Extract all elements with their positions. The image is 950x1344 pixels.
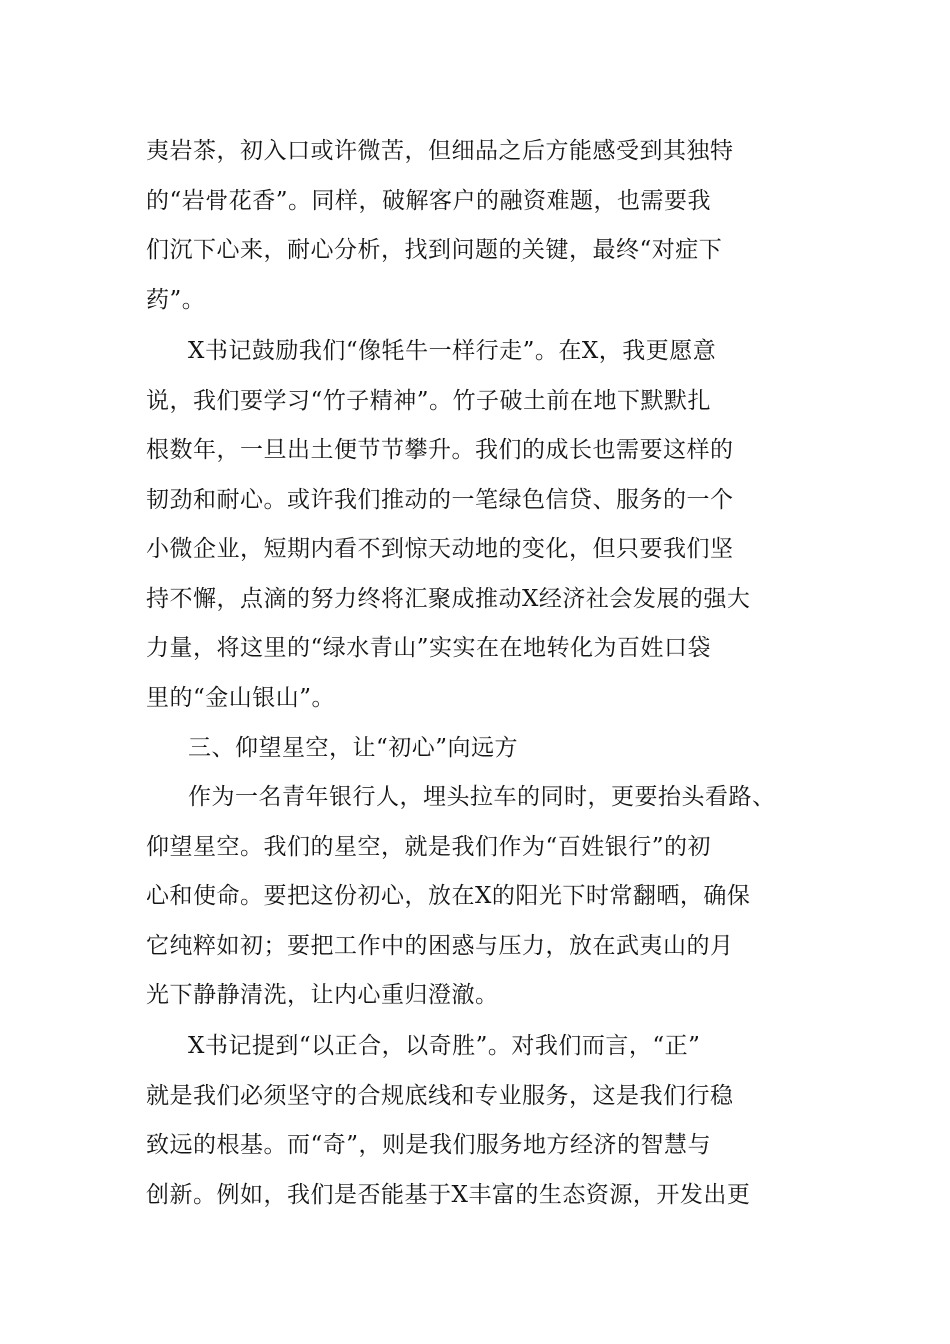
- text-line: 里的“金山银山”。: [146, 685, 336, 711]
- text-line: 它纯粹如初；要把工作中的困惑与压力，放在武夷山的月: [146, 933, 734, 959]
- text-line: 夷岩茶，初入口或许微苦，但细品之后方能感受到其独特: [146, 138, 734, 164]
- text-line: 根数年，一旦出土便节节攀升。我们的成长也需要这样的: [146, 437, 734, 463]
- paragraph-first-line: X书记鼓励我们“像牦牛一样行走”。在X，我更愿意: [188, 338, 717, 364]
- text-line: 持不懈，点滴的努力终将汇聚成推动X经济社会发展的强大: [146, 586, 751, 612]
- text-line: 光下静静清洗，让内心重归澄澈。: [146, 982, 499, 1008]
- text-line: 力量，将这里的“绿水青山”实实在在地转化为百姓口袋: [146, 635, 712, 661]
- text-line: 药”。: [146, 287, 206, 313]
- text-line: 致远的根基。而“奇”，则是我们服务地方经济的智慧与: [146, 1132, 712, 1158]
- paragraph-first-line: X书记提到“以正合，以奇胜”。对我们而言，“正”: [188, 1033, 701, 1059]
- text-line: 们沉下心来，耐心分析，找到问题的关键，最终“对症下: [146, 237, 723, 263]
- paragraph-first-line: 作为一名青年银行人，埋头拉车的同时，更要抬头看路、: [188, 784, 776, 810]
- text-line: 说，我们要学习“竹子精神”。竹子破土前在地下默默扎: [146, 388, 712, 414]
- text-line: 仰望星空。我们的星空，就是我们作为“百姓银行”的初: [146, 834, 712, 860]
- text-line: 就是我们必须坚守的合规底线和专业服务，这是我们行稳: [146, 1083, 734, 1109]
- section-heading: 三、仰望星空，让“初心”向远方: [188, 735, 519, 761]
- text-line: 心和使命。要把这份初心，放在X的阳光下时常翻晒，确保: [146, 883, 751, 909]
- text-line: 韧劲和耐心。或许我们推动的一笔绿色信贷、服务的一个: [146, 487, 734, 513]
- text-line: 的“岩骨花香”。同样，破解客户的融资难题，也需要我: [146, 188, 712, 214]
- text-line: 小微企业，短期内看不到惊天动地的变化，但只要我们坚: [146, 536, 734, 562]
- text-line: 创新。例如，我们是否能基于X丰富的生态资源，开发出更: [146, 1182, 751, 1208]
